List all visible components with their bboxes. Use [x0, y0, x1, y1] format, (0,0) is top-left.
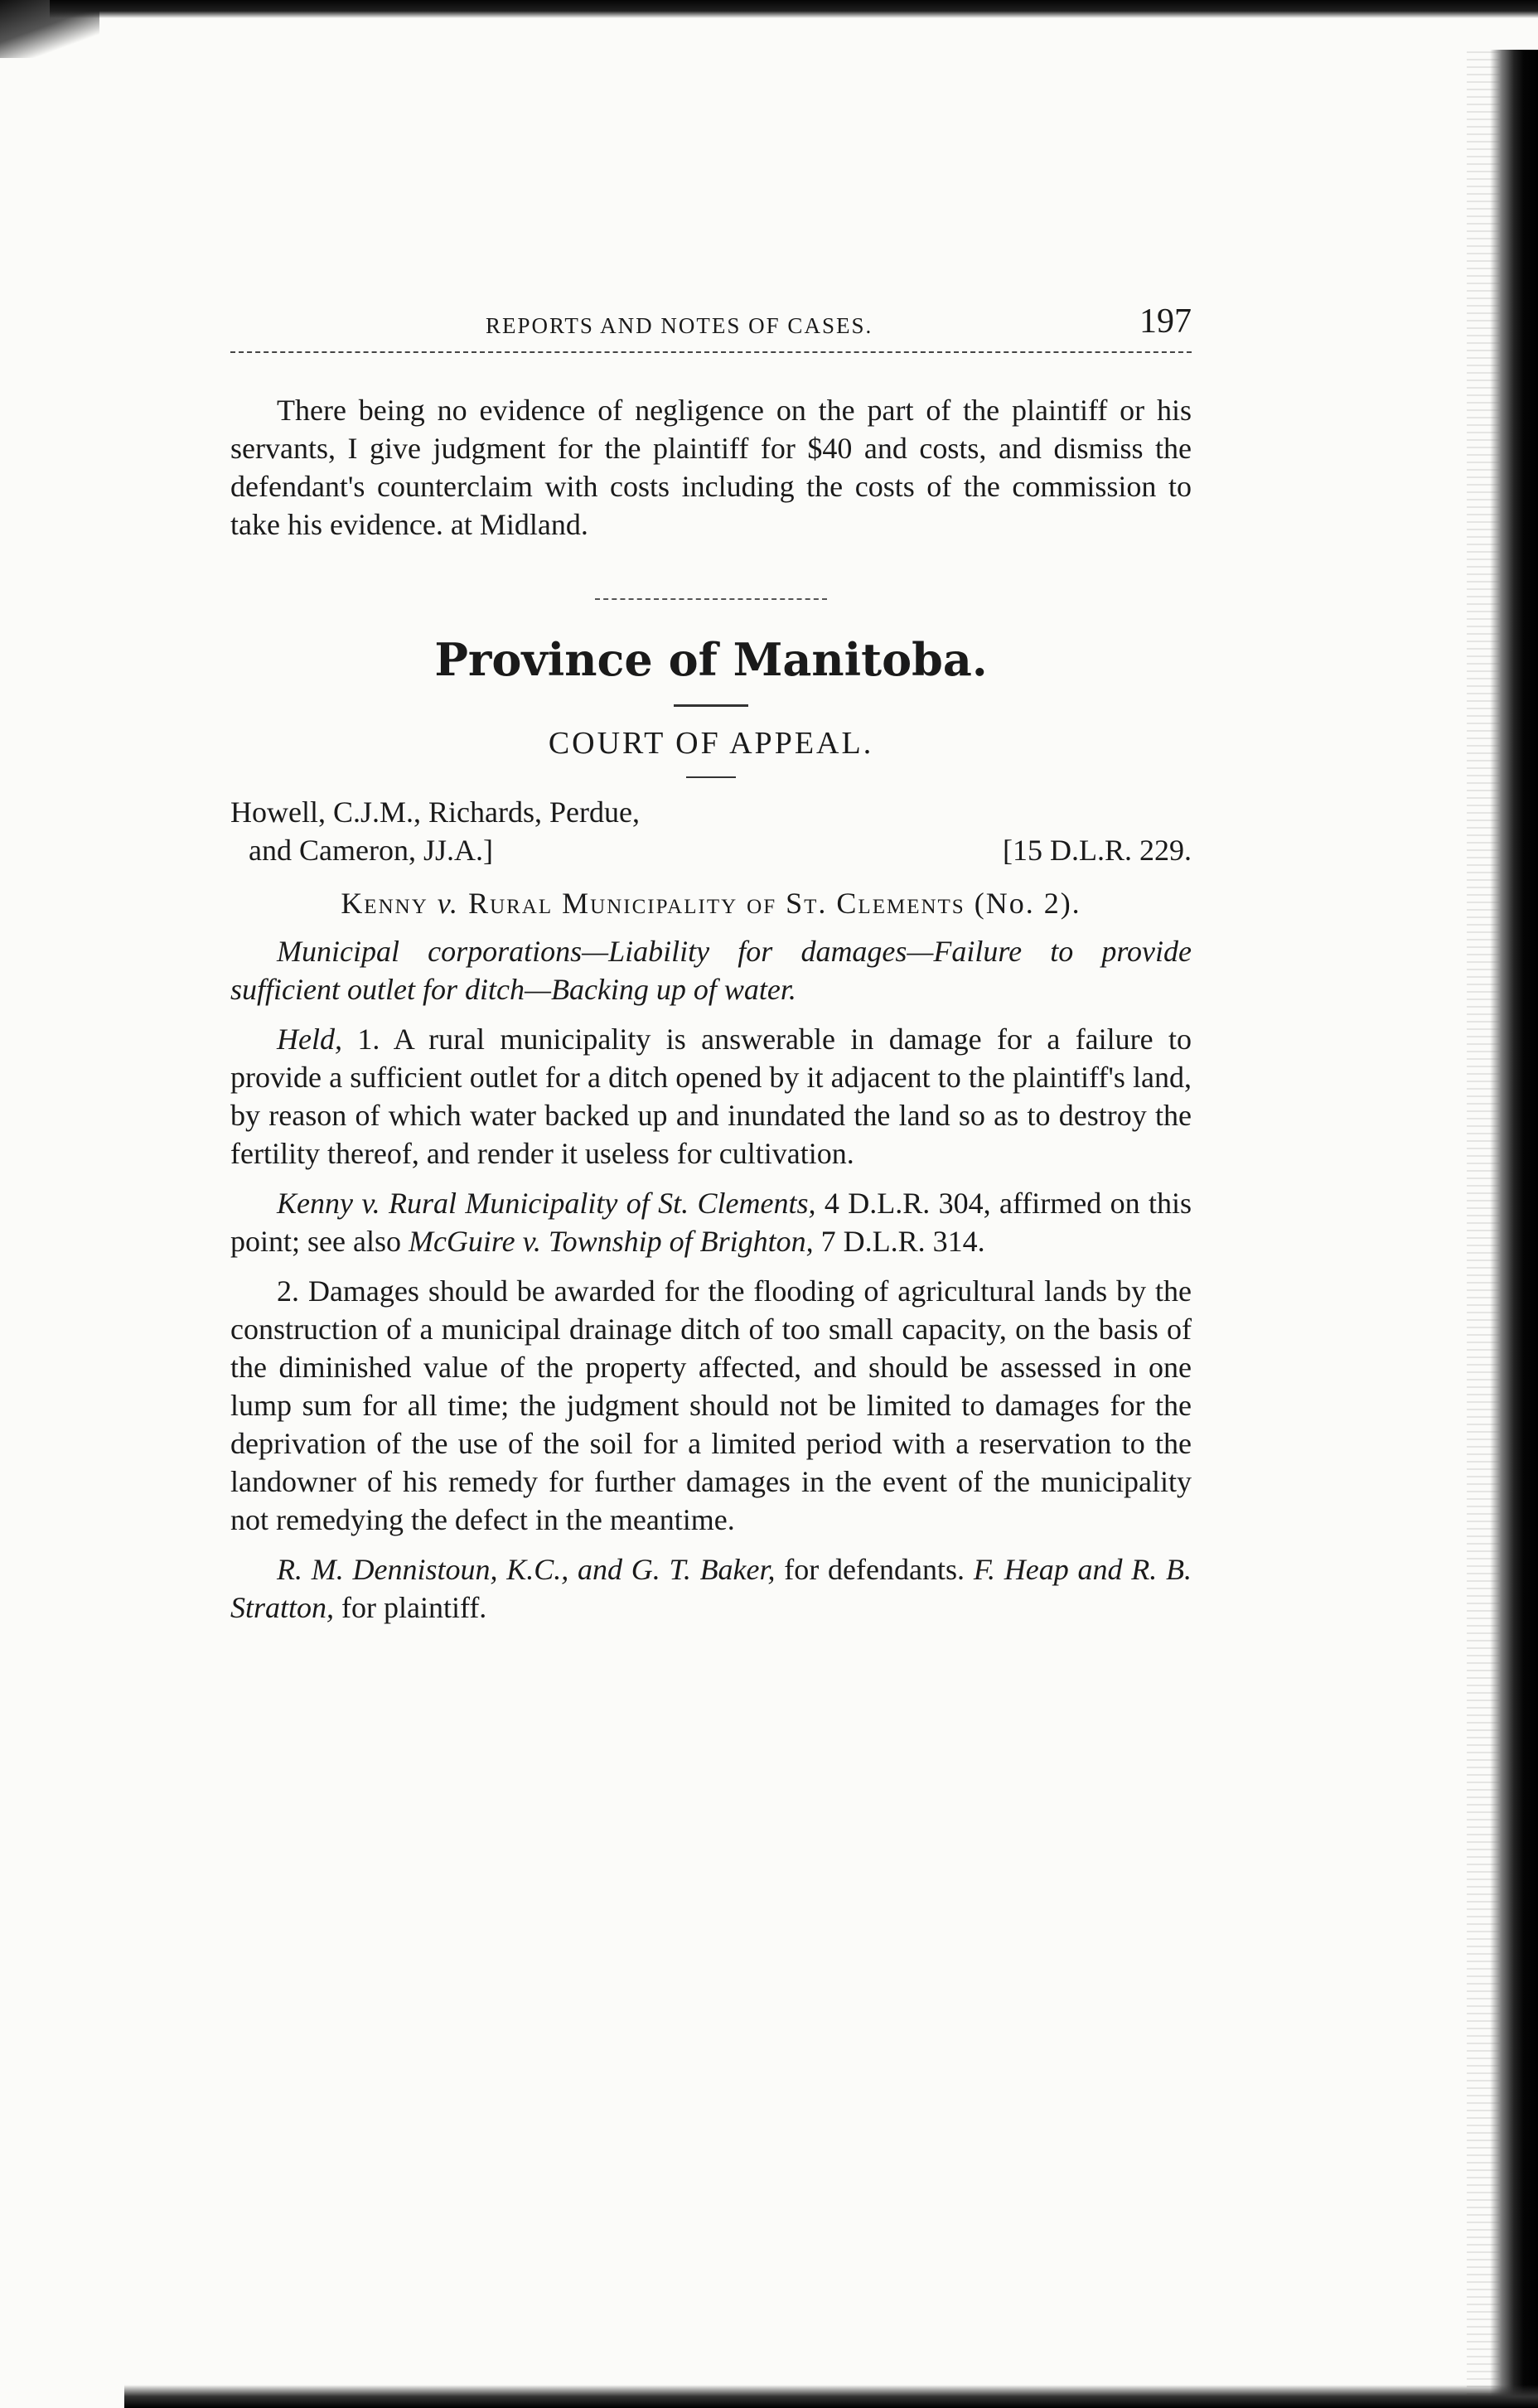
counsel-paragraph	[230, 1550, 1192, 1627]
heading-rule	[674, 704, 748, 707]
case-plaintiff: Kenny	[341, 887, 428, 920]
scan-shadow-right	[1490, 50, 1538, 2408]
scan-shadow-bottom	[124, 2385, 1538, 2408]
province-heading: Province of Manitoba.	[434, 633, 988, 686]
judges-block	[230, 793, 1192, 873]
citation-ref-1: 4 D.L.R. 304, affirmed on this point; see also	[230, 1187, 1192, 1258]
opening-paragraph: There being no evidence of negligence on the part of the plaintiff or his servants, I give judgment for the plaintiff for $40 and costs, and dismiss the defendant's counterclaim with costs including the costs of the commission to take his evidence. at Midland.	[230, 394, 1192, 541]
judges-line-1: Howell, C.J.M., Richards, Perdue,	[230, 795, 640, 829]
court-name: COURT OF APPEAL.	[548, 726, 874, 761]
page-content	[230, 298, 1192, 1627]
scan-shadow-top	[50, 0, 1538, 18]
plaintiff-counsel: F. Heap and R. B. Stratton,	[230, 1553, 1192, 1624]
point-2-paragraph: 2. Damages should be awarded for the flooding of agricultural lands by the construction of a municipal drainage ditch of too small capacity, on the basis of the diminished value of the property affected, and should be assessed in one lump sum for all time; the judgment should not be limited to damages for the deprivation of the use of the soil for a limited period with a reservation to the landowner of his remedy for further damages in the event of the municipality not remedying the defect in the meantime.	[230, 1274, 1192, 1536]
judges-line-2: and Cameron, JJ.A.]	[249, 834, 493, 867]
page-number: 197	[1139, 302, 1192, 341]
report-citation: [15 D.L.R. 229.	[1003, 834, 1192, 867]
citations-paragraph	[230, 1184, 1192, 1260]
judges-names	[230, 793, 640, 869]
running-head: REPORTS AND NOTES OF CASES.	[486, 313, 873, 338]
case-number: (No. 2).	[974, 887, 1081, 920]
citation-case-2: McGuire v. Township of Brighton,	[408, 1225, 814, 1258]
case-title	[230, 886, 1192, 921]
citation-case-1: Kenny v. Rural Municipality of St. Clements,	[277, 1187, 816, 1220]
page-header	[230, 298, 1192, 348]
defendants-counsel: R. M. Dennistoun, K.C., and G. T. Baker,	[277, 1553, 776, 1586]
held-label: Held,	[277, 1023, 342, 1056]
case-versus: v.	[437, 887, 460, 920]
held-paragraph	[230, 1020, 1192, 1173]
defendants-role: for defendants.	[775, 1553, 974, 1586]
court-rule	[686, 776, 736, 778]
case-defendant: Rural Municipality of St. Clements	[468, 887, 965, 920]
plaintiff-role: for plaintiff.	[334, 1591, 487, 1624]
header-rule	[230, 351, 1192, 353]
section-divider	[595, 598, 827, 600]
headnote: Municipal corporations—Liability for damages—Failure to provide sufficient outlet for ditch—Backing up of water.	[230, 935, 1192, 1006]
held-point-1: 1. A rural municipality is answerable in damage for a failure to provide a sufficient outlet for a ditch opened by it adjacent to the plaintiff's land, by reason of which water backed up and inundated the land so as to destroy the fertility thereof, and render it useless for cultivation.	[230, 1023, 1192, 1170]
citation-ref-2: 7 D.L.R. 314.	[813, 1225, 985, 1258]
